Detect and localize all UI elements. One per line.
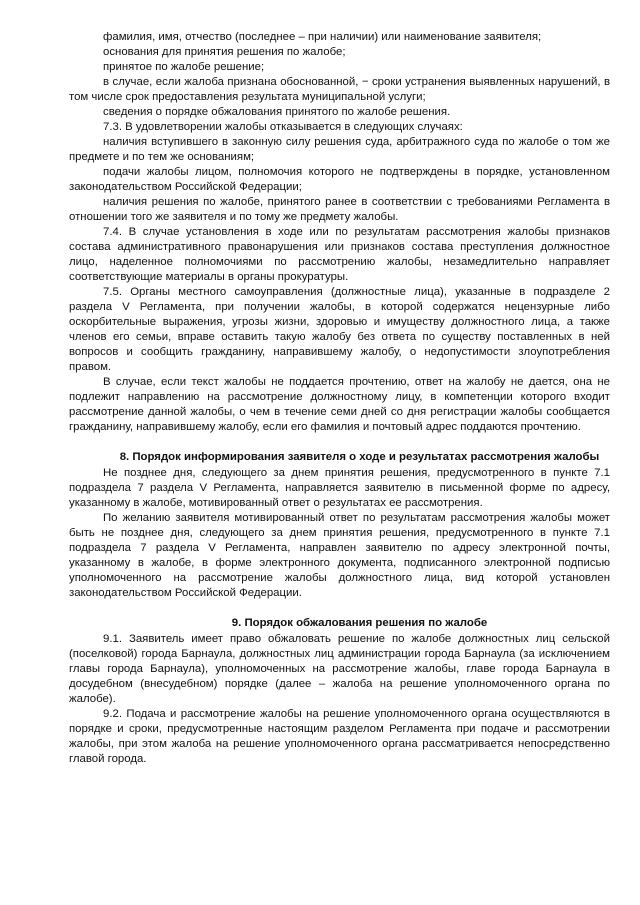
paragraph: сведения о порядке обжалования принятого по жалобе решения. bbox=[103, 106, 451, 118]
section-8-heading: 8. Порядок информирования заявителя о ходе и результатах рассмотрения жалобы bbox=[119, 451, 600, 463]
paragraph: 7.5. Органы местного самоуправления (должностные лица), указанные в подразделе 2 раздела V Регламента, при получении жалобы, в которой содержатся нецензурные либо оскорбительные выражения, угрозы жизни, здоровью и имуществу должностного лица, а также членов его семьи, вправе оставить такую жалобу без ответа по существу поставленных в ней вопросов и сообщить гражданину, направившему жалобу, о недопустимости злоупотребления правом. bbox=[69, 286, 610, 373]
paragraph: наличия решения по жалобе, принятого ранее в соответствии с требованиями Регламента в отношении того же заявителя и по тому же предмету жалобы. bbox=[69, 196, 610, 223]
paragraph: 9.2. Подача и рассмотрение жалобы на решение уполномоченного органа осуществляются в порядке и сроки, предусмотренные настоящим разделом Регламента при подаче и рассмотрении жалобы, при этом жалоба на решение уполномоченного органа рассматривается непосредственно главой города. bbox=[69, 708, 610, 765]
paragraph: основания для принятия решения по жалобе; bbox=[103, 46, 346, 58]
section-9-heading: 9. Порядок обжалования решения по жалобе bbox=[231, 617, 488, 629]
spacer bbox=[69, 435, 610, 450]
paragraph: фамилия, имя, отчество (последнее – при наличии) или наименование заявителя; bbox=[103, 31, 542, 43]
paragraph: 7.3. В удовлетворении жалобы отказывается в следующих случаях: bbox=[103, 121, 463, 133]
paragraph: По желанию заявителя мотивированный ответ по результатам рассмотрения жалобы может быть не позднее дня, следующего за днем принятия решения, предусмотренного в пункте 7.1 подраздела 7 раздела V Регламента, направлен заявителю по адресу электронной почты, указанному в жалобе, в форме электронного документа, подписанного электронной подписью уполномоченного на рассмотрение жалобы должностного лица, вид которой установлен законодательством Российской Федерации. bbox=[69, 512, 610, 599]
spacer bbox=[69, 601, 610, 616]
paragraph: 7.4. В случае установления в ходе или по результатам рассмотрения жалобы признаков состава административного правонарушения или признаков состава преступления должностное лицо, наделенное полномочиями по рассмотрению жалобы, незамедлительно направляет соответствующие материалы в органы прокуратуры. bbox=[69, 226, 610, 283]
paragraph: 9.1. Заявитель имеет право обжаловать решение по жалобе должностных лиц сельской (поселковой) города Барнаула, должностных лиц администрации города Барнаула (за исключением главы города Барнаула), уполномоченных на рассмотрение жалобы, главе города Барнаула в досудебном (внесудебном) порядке (далее – жалоба на решение уполномоченного органа по жалобе). bbox=[69, 633, 610, 705]
paragraph: подачи жалобы лицом, полномочия которого не подтверждены в порядке, установленном законодательством Российской Федерации; bbox=[69, 166, 610, 193]
document-page bbox=[69, 30, 610, 767]
paragraph: в случае, если жалоба признана обоснованной, − сроки устранения выявленных нарушений, в том числе срок предоставления результата муниципальной услуги; bbox=[69, 76, 610, 103]
paragraph: наличия вступившего в законную силу решения суда, арбитражного суда по жалобе о том же предмете и по тем же основаниям; bbox=[69, 136, 610, 163]
paragraph: В случае, если текст жалобы не поддается прочтению, ответ на жалобу не дается, она не подлежит направлению на рассмотрение должностному лицу, в компетенции которого входит рассмотрение данной жалобы, о чем в течение семи дней со дня регистрации жалобы сообщается гражданину, направившему жалобу, если его фамилия и почтовый адрес поддаются прочтению. bbox=[69, 376, 610, 433]
paragraph: принятое по жалобе решение; bbox=[103, 61, 265, 73]
paragraph: Не позднее дня, следующего за днем принятия решения, предусмотренного в пункте 7.1 подраздела 7 раздела V Регламента, направляется заявителю в письменной форме по адресу, указанному в жалобе, мотивированный ответ о результатах ее рассмотрения. bbox=[69, 467, 610, 509]
